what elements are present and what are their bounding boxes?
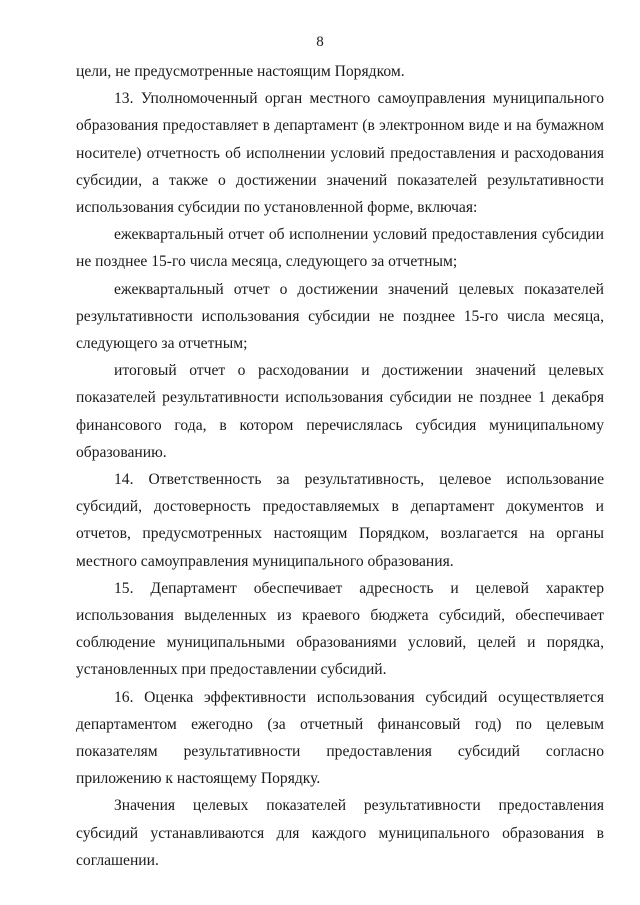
paragraph-14: 14. Ответственность за результативность, целевое использование субсидий, достоверность предоставляемых в департамент документов и отчетов, предусмотренных настоящим Порядком, возлагается на органы местного самоуправления муниципального образования. [76, 471, 604, 570]
paragraph-quarterly-conditions-report: ежеквартальный отчет об исполнении условий предоставления субсидии не позднее 15-го числа месяца, следующего за отчетным; [76, 226, 604, 271]
paragraph-quarterly-indicators-report: ежеквартальный отчет о достижении значений целевых показателей результативности использования субсидии не позднее 15-го числа месяца, следующего за отчетным; [76, 280, 604, 353]
paragraph-continuation: цели, не предусмотренные настоящим Порядком. [76, 63, 405, 80]
paragraph-16: 16. Оценка эффективности использования субсидий осуществляется департаментом ежегодно (за отчетный финансовый год) по целевым показателям результативности предоставления субсидий согласно приложению к настоящему Порядку. [76, 688, 604, 788]
page-number: 8 [316, 34, 324, 50]
paragraph-15: 15. Департамент обеспечивает адресность и целевой характер использования выделенных из краевого бюджета субсидий, обеспечивает соблюдение муниципальными образованиями условий, целей и порядка, установленных при предоставлении субсидий. [76, 579, 604, 679]
paragraph-target-values: Значения целевых показателей результативности предоставления субсидий устанавливаются для каждого муниципального образования в соглашении. [76, 797, 604, 869]
paragraph-final-report: итоговый отчет о расходовании и достижении значений целевых показателей результативности использования субсидии не позднее 1 декабря финансового года, в котором перечислялась субсидия муниципальному образованию. [76, 362, 604, 461]
paragraph-13: 13. Уполномоченный орган местного самоуправления муниципального образования предоставляет в департамент (в электронном виде и на бумажном носителе) отчетность об исполнении условий предоставления и расходования субсидии, а также о достижении значений показателей результативности использования субсидии по установленной форме, включая: [76, 90, 604, 217]
document-body [76, 58, 604, 874]
